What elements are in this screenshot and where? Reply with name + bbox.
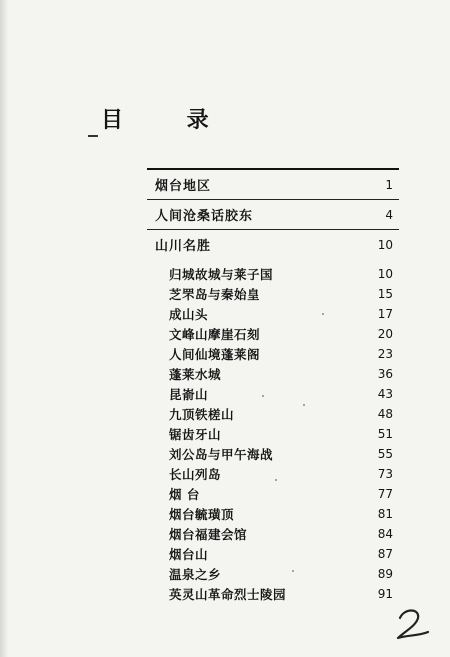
toc-entry-page: 51 — [377, 427, 393, 441]
toc-entry-title: 蓬莱水城 — [169, 367, 222, 382]
toc-entry-title: 英灵山革命烈士陵园 — [169, 587, 287, 602]
toc-entry-title: 烟台山 — [169, 547, 209, 562]
toc-section[interactable] — [147, 199, 399, 229]
toc-entry-page: 48 — [377, 407, 393, 421]
toc-entry[interactable] — [147, 584, 399, 604]
toc-entry[interactable] — [147, 284, 399, 304]
toc-entry-title: 烟台毓璜顶 — [169, 507, 235, 522]
page-title: 目 录 — [101, 107, 237, 133]
toc-entry-title: 九顶铁槎山 — [169, 407, 235, 422]
toc-entry-page: 36 — [377, 367, 393, 381]
toc-entry-page: 84 — [377, 527, 393, 541]
toc-entry-page: 87 — [377, 547, 393, 561]
toc-entry[interactable] — [147, 464, 399, 484]
toc-entry[interactable] — [147, 484, 399, 504]
toc-entry-page: 15 — [377, 287, 393, 301]
toc-entry-page: 77 — [377, 487, 393, 501]
toc-entry-title: 人间仙境蓬莱阁 — [169, 347, 261, 362]
toc-entry[interactable] — [147, 364, 399, 384]
toc-entry-page: 89 — [377, 567, 393, 581]
handwritten-page-mark — [392, 606, 432, 642]
toc-entry-title: 归城故城与莱子国 — [169, 267, 274, 282]
toc-entry[interactable] — [147, 504, 399, 524]
toc-entry[interactable] — [147, 544, 399, 564]
toc-entry-title: 芝罘岛与秦始皇 — [169, 287, 261, 302]
toc-section[interactable] — [147, 229, 399, 259]
toc-section-title: 人间沧桑话胶东 — [155, 209, 254, 224]
toc-section-page: 10 — [377, 237, 393, 252]
toc-entry[interactable] — [147, 384, 399, 404]
page-edge-shadow — [0, 0, 8, 657]
toc-entry-title: 成山头 — [169, 307, 209, 322]
toc-entry-title: 昆嵛山 — [169, 387, 209, 402]
toc-entry-page: 20 — [377, 327, 393, 341]
table-of-contents — [147, 168, 399, 604]
toc-entry-page: 81 — [377, 507, 393, 521]
toc-entry[interactable] — [147, 304, 399, 324]
heading-dash — [88, 135, 98, 137]
toc-entry[interactable] — [147, 564, 399, 584]
toc-entry-page: 43 — [377, 387, 393, 401]
toc-entry-title: 长山列岛 — [169, 467, 222, 482]
toc-entry-page: 91 — [377, 587, 393, 601]
toc-section-title: 山川名胜 — [155, 239, 212, 254]
toc-entry-page: 55 — [377, 447, 393, 461]
toc-entry[interactable] — [147, 424, 399, 444]
toc-entry[interactable] — [147, 404, 399, 424]
toc-entry-title: 锯齿牙山 — [169, 427, 222, 442]
toc-section[interactable] — [147, 168, 399, 199]
toc-section-title: 烟台地区 — [155, 179, 212, 194]
toc-entry-page: 17 — [377, 307, 393, 321]
toc-section-page: 1 — [385, 177, 393, 192]
toc-entry[interactable] — [147, 344, 399, 364]
toc-entry[interactable] — [147, 524, 399, 544]
toc-entry-list — [147, 264, 399, 604]
toc-section-page: 4 — [385, 207, 393, 222]
toc-entry-title: 刘公岛与甲午海战 — [169, 447, 274, 462]
toc-entry-title: 文峰山摩崖石刻 — [169, 327, 261, 342]
toc-entry-title: 烟 台 — [169, 487, 200, 502]
toc-entry[interactable] — [147, 444, 399, 464]
toc-entry-title: 烟台福建会馆 — [169, 527, 248, 542]
toc-entry[interactable] — [147, 324, 399, 344]
toc-entry[interactable] — [147, 264, 399, 284]
toc-entry-page: 73 — [377, 467, 393, 481]
toc-entry-page: 10 — [377, 267, 393, 281]
toc-entry-page: 23 — [377, 347, 393, 361]
toc-entry-title: 温泉之乡 — [169, 567, 222, 582]
